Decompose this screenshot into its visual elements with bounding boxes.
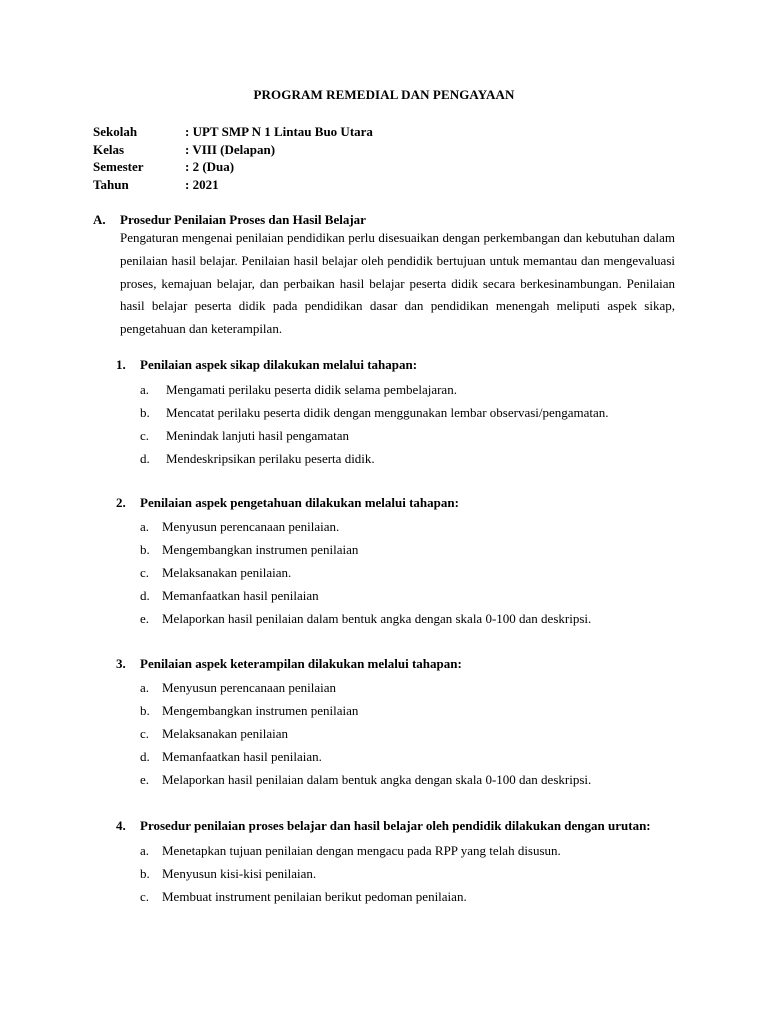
item-letter: c. [140,564,150,580]
list-item [140,885,675,908]
item-letter: c. [140,427,150,443]
subsection-2 [116,492,675,630]
item-text: Menyusun perencanaan penilaian [162,679,336,695]
subsection-heading [116,492,675,515]
list-item [140,722,675,745]
subsection-list [116,839,675,908]
list-item [140,676,675,699]
info-label: Tahun [93,176,129,192]
section-title: Prosedur Penilaian Proses dan Hasil Belajar [120,212,366,227]
subsection-heading [116,653,675,676]
item-text: Menyusun perencanaan penilaian. [162,518,340,534]
item-letter: c. [140,725,150,741]
info-value: : 2021 [185,176,219,192]
section-a [93,211,675,341]
list-item [140,401,675,424]
item-letter: d. [140,748,150,764]
item-text: Menindak lanjuti hasil pengamatan [166,427,350,443]
list-item [140,745,675,768]
item-letter: e. [140,610,150,626]
item-text: Melaporkan hasil penilaian dalam bentuk angka dengan skala 0-100 dan deskripsi. [162,610,592,626]
section-a-paragraph: Pengaturan mengenai penilaian pendidikan perlu disesuaikan dengan perkembangan dan kebutuhan dalam penilaian hasil belajar. Penilaian hasil belajar oleh pendidik bertujuan untuk memantau dan mengevaluasi proses, kemajuan belajar, dan perbaikan hasil belajar peserta didik secara berkesinambungan. Penilaian hasil belajar peserta didik pada pendidikan dasar dan pendidikan menengah meliputi aspek sikap, pengetahuan dan keterampilan. [120,230,675,337]
item-letter: a. [140,518,150,534]
item-letter: c. [140,888,150,904]
item-text: Membuat instrument penilaian berikut pedoman penilaian. [162,888,467,904]
list-item [140,768,675,791]
subsection-title: Prosedur penilaian proses belajar dan hasil belajar oleh pendidik dilakukan dengan urutan: [140,818,651,833]
item-text: Mengamati perilaku peserta didik selama pembelajaran. [166,381,457,397]
subsection-title: Penilaian aspek keterampilan dilakukan melalui tahapan: [140,656,462,671]
subsection-list [116,378,675,470]
info-value: : 2 (Dua) [185,159,235,174]
section-a-heading [93,211,675,228]
item-text: Melaporkan hasil penilaian dalam bentuk angka dengan skala 0-100 dan deskripsi. [162,771,592,787]
subsection-title: Penilaian aspek pengetahuan dilakukan melalui tahapan: [140,495,459,510]
info-row-year [93,176,373,194]
section-letter: A. [93,212,106,227]
info-label: Sekolah [93,124,138,139]
item-letter: e. [140,771,150,787]
info-value: : UPT SMP N 1 Lintau Buo Utara [185,124,373,139]
list-item [140,839,675,862]
subsection-heading [116,815,675,838]
info-label: Semester [93,159,144,174]
list-item [140,515,675,538]
document-title: PROGRAM REMEDIAL DAN PENGAYAAN [253,87,515,102]
list-item [140,378,675,401]
item-letter: b. [140,541,150,557]
list-item [140,699,675,722]
item-letter: b. [140,404,150,420]
item-letter: b. [140,865,150,881]
info-row-school [93,123,373,141]
item-letter: a. [140,679,150,695]
info-label: Kelas [93,141,125,157]
info-row-class [93,141,373,159]
subsection-title: Penilaian aspek sikap dilakukan melalui tahapan: [140,357,418,372]
item-text: Mendeskripsikan perilaku peserta didik. [166,450,375,466]
item-text: Melaksanakan penilaian [162,725,288,741]
subsection-number: 3. [116,656,126,671]
info-row-semester [93,158,373,176]
subsection-3 [116,653,675,791]
list-item [140,538,675,561]
item-text: Melaksanakan penilaian. [162,564,292,580]
list-item [140,862,675,885]
item-text: Mengembangkan instrumen penilaian [162,541,359,557]
subsection-list [116,676,675,791]
subsection-list [116,515,675,630]
info-value: : VIII (Delapan) [185,141,276,157]
item-text: Memanfaatkan hasil penilaian. [162,748,322,764]
item-letter: d. [140,587,150,603]
subsection-4 [116,815,675,908]
list-item [140,424,675,447]
item-letter: a. [140,842,150,858]
item-text: Mengembangkan instrumen penilaian [162,702,359,718]
item-text: Menyusun kisi-kisi penilaian. [162,865,317,881]
list-item [140,607,675,630]
item-text: Memanfaatkan hasil penilaian [162,587,319,603]
list-item [140,447,675,470]
item-text: Mencatat perilaku peserta didik dengan menggunakan lembar observasi/pengamatan. [166,404,609,420]
subsection-1 [116,354,675,470]
subsection-number: 1. [116,357,126,372]
subsection-number: 4. [116,818,126,833]
item-letter: d. [140,450,150,466]
item-letter: b. [140,702,150,718]
subsection-heading [116,354,675,377]
item-text: Menetapkan tujuan penilaian dengan mengacu pada RPP yang telah disusun. [162,842,561,858]
school-info-block [93,123,373,193]
list-item [140,584,675,607]
list-item [140,561,675,584]
subsection-number: 2. [116,495,126,510]
item-letter: a. [140,381,150,397]
